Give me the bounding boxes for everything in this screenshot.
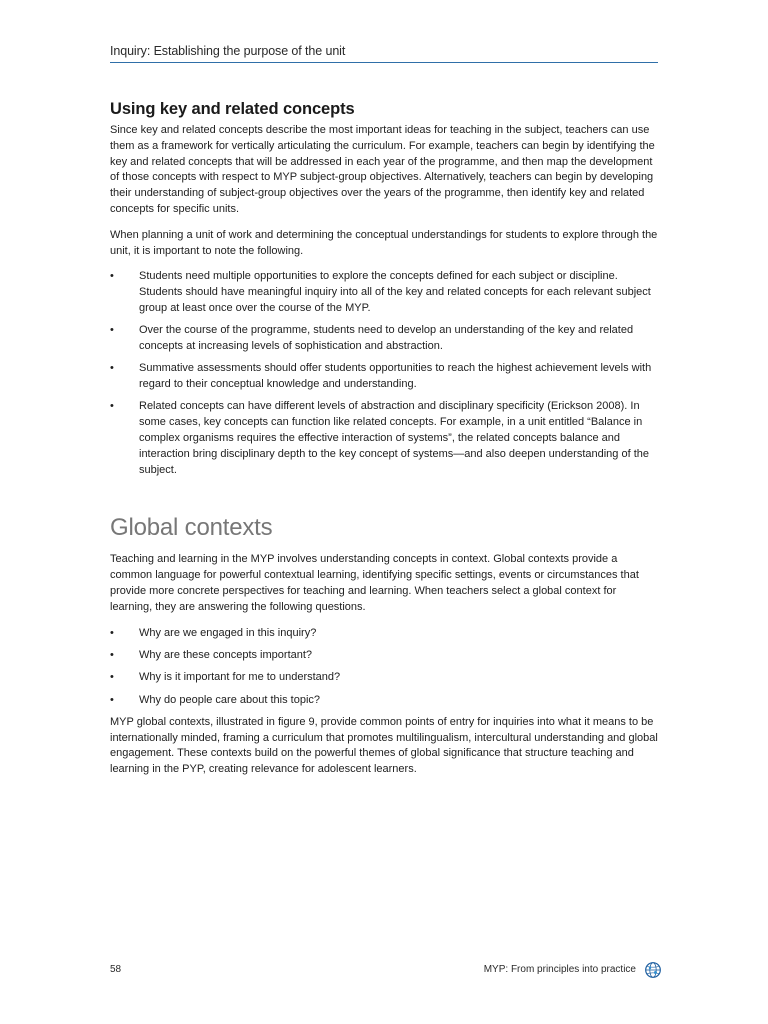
ib-globe-logo-icon: [645, 962, 661, 978]
paragraph: When planning a unit of work and determining the conceptual understandings for students to explore through the unit, it is important to note the following.: [110, 228, 658, 257]
list-item: [110, 670, 658, 686]
list-item-text: Over the course of the programme, students need to develop an understanding of the key and related concepts at increasing levels of sophistication and abstraction.: [139, 324, 634, 353]
list-item: [110, 361, 658, 393]
list-item-text: Why do people care about this topic?: [139, 693, 321, 706]
paragraph: Since key and related concepts describe the most important ideas for teaching in the subject, teachers can use them as a framework for vertically articulating the curriculum. For example, teachers can begin by identifying the key and related concepts that will be addressed in each year of the programme, and then map the development of those concepts with respect to MYP subject-group objectives. Alternatively, teachers can begin by developing their understanding of subject-group objectives over the years of the programme, then identify key and related concepts for specific units.: [110, 124, 655, 215]
page-content: [110, 100, 658, 788]
list-item: [110, 269, 658, 316]
page-number: 58: [110, 964, 122, 975]
list-item: [110, 626, 658, 642]
list-item: [110, 399, 658, 478]
list-item-text: Why is it important for me to understand?: [139, 671, 341, 684]
list-item-text: Why are we engaged in this inquiry?: [139, 626, 317, 639]
bullet-icon: •: [110, 324, 114, 337]
bullet-icon: •: [110, 693, 114, 706]
header-rule: [110, 62, 658, 63]
bullet-list-concepts: [110, 269, 658, 478]
bullet-icon: •: [110, 626, 114, 639]
bullet-icon: •: [110, 648, 114, 661]
list-item: [110, 323, 658, 355]
section-heading-global-contexts: Global contexts: [110, 514, 273, 542]
ib-globe-logo-icon: [645, 962, 661, 978]
list-item: [110, 648, 658, 664]
bullet-list-questions: [110, 626, 658, 709]
running-header: Inquiry: Establishing the purpose of the unit: [110, 44, 346, 58]
list-item-text: Related concepts can have different levels of abstraction and disciplinary specificity (Erickson 2008). In some cases, key concepts can function like related concepts. For example, in a unit entitled “Balance in complex organisms requires the effective interaction of systems”, the related concepts balance and interaction bring disciplinary depth to the key concept of systems—and also deepen understanding of the subject.: [139, 400, 649, 476]
bullet-icon: •: [110, 362, 114, 375]
list-item-text: Summative assessments should offer students opportunities to reach the highest achievement levels with regard to their conceptual knowledge and understanding.: [139, 362, 652, 391]
section-heading-key-concepts: Using key and related concepts: [110, 100, 355, 118]
bullet-icon: •: [110, 671, 114, 684]
publication-title: MYP: From principles into practice: [483, 964, 636, 975]
paragraph: MYP global contexts, illustrated in figure 9, provide common points of entry for inquiries into what it means to be internationally minded, framing a curriculum that promotes multilingualism, intercultural understanding and global engagement. These contexts build on the powerful themes of global significance that structure teaching and learning in the PYP, creating relevance for adolescent learners.: [110, 715, 658, 776]
paragraph: Teaching and learning in the MYP involves understanding concepts in context. Global contexts provide a common language for powerful contextual learning, identifying specific settings, events or circumstances that provide more concrete perspectives for teaching and learning. When teachers select a global context for learning, they are answering the following questions.: [110, 553, 639, 613]
list-item: [110, 693, 658, 709]
list-item-text: Why are these concepts important?: [139, 648, 313, 661]
bullet-icon: •: [110, 270, 114, 283]
bullet-icon: •: [110, 400, 114, 413]
list-item-text: Students need multiple opportunities to explore the concepts defined for each subject or discipline. Students should have meaningful inquiry into all of the key and related concepts for each relevant subject group at least once over the course of the MYP.: [139, 270, 651, 314]
